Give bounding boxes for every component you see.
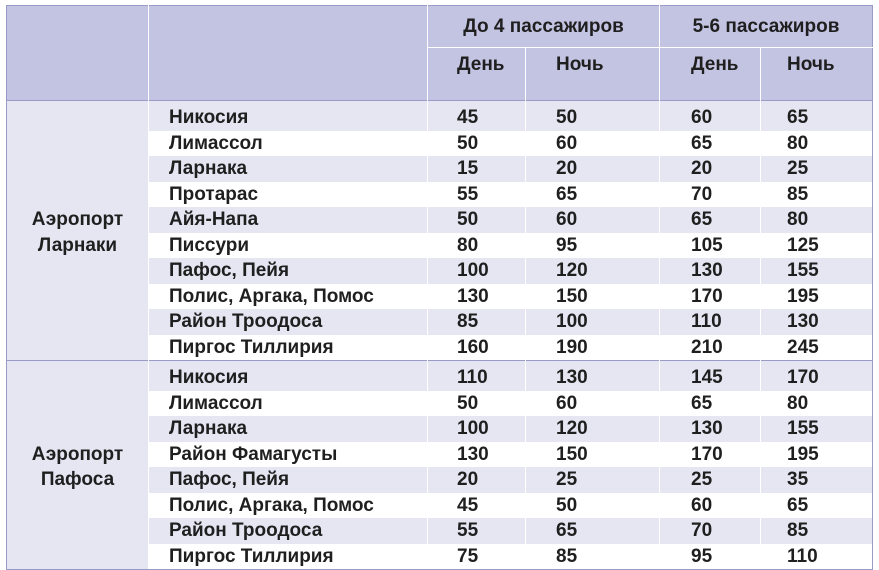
airport-label-line: Аэропорт	[31, 209, 124, 230]
price-day-4: 50	[428, 391, 526, 417]
header-night-2: Ночь	[761, 48, 873, 101]
price-day-6: 130	[660, 416, 761, 442]
price-day-4: 130	[428, 284, 526, 310]
header-group-5-6: 5-6 пассажиров	[660, 6, 873, 48]
price-day-4: 55	[428, 182, 526, 208]
destination-cell: Район Фамагусты	[149, 442, 428, 468]
price-night-4: 150	[526, 284, 660, 310]
price-day-4: 50	[428, 131, 526, 157]
price-night-6: 65	[761, 101, 873, 131]
price-day-6: 95	[660, 544, 761, 570]
price-day-6: 145	[660, 361, 761, 391]
price-night-6: 80	[761, 207, 873, 233]
destination-cell: Пафос, Пейя	[149, 467, 428, 493]
price-day-6: 210	[660, 335, 761, 361]
destination-cell: Протарас	[149, 182, 428, 208]
price-night-6: 85	[761, 182, 873, 208]
price-night-4: 65	[526, 518, 660, 544]
price-night-6: 155	[761, 258, 873, 284]
airport-label	[7, 361, 149, 570]
price-day-4: 75	[428, 544, 526, 570]
price-night-6: 85	[761, 518, 873, 544]
price-day-4: 110	[428, 361, 526, 391]
price-day-6: 65	[660, 391, 761, 417]
airport-label	[7, 101, 149, 361]
price-day-6: 105	[660, 233, 761, 259]
price-day-4: 130	[428, 442, 526, 468]
price-night-4: 190	[526, 335, 660, 361]
table-row	[7, 101, 873, 131]
price-night-4: 65	[526, 182, 660, 208]
price-day-4: 50	[428, 207, 526, 233]
price-night-4: 150	[526, 442, 660, 468]
price-day-6: 70	[660, 182, 761, 208]
destination-cell: Писсури	[149, 233, 428, 259]
price-night-4: 20	[526, 156, 660, 182]
price-day-4: 55	[428, 518, 526, 544]
destination-cell: Пиргос Тиллирия	[149, 544, 428, 570]
price-night-4: 85	[526, 544, 660, 570]
price-day-6: 25	[660, 467, 761, 493]
price-day-6: 60	[660, 493, 761, 519]
price-day-6: 170	[660, 442, 761, 468]
price-night-6: 125	[761, 233, 873, 259]
price-night-4: 95	[526, 233, 660, 259]
airport-label-line: Ларнаки	[37, 234, 118, 256]
airport-label-line: Аэропорт	[31, 443, 124, 465]
destination-cell: Ларнака	[149, 416, 428, 442]
price-day-4: 45	[428, 493, 526, 519]
price-night-6: 80	[761, 131, 873, 157]
price-day-6: 70	[660, 518, 761, 544]
price-day-4: 100	[428, 258, 526, 284]
price-night-6: 130	[761, 309, 873, 335]
header-day-1: День	[428, 48, 526, 101]
price-night-4: 60	[526, 131, 660, 157]
header-corner-airport	[7, 6, 149, 101]
header-corner-destination	[149, 6, 428, 101]
price-night-4: 120	[526, 416, 660, 442]
price-night-6: 25	[761, 156, 873, 182]
price-day-4: 85	[428, 309, 526, 335]
destination-cell: Айя-Напа	[149, 207, 428, 233]
price-day-4: 80	[428, 233, 526, 259]
price-night-6: 245	[761, 335, 873, 361]
price-day-4: 45	[428, 101, 526, 131]
price-day-6: 65	[660, 207, 761, 233]
price-night-6: 65	[761, 493, 873, 519]
price-night-6: 35	[761, 467, 873, 493]
price-night-4: 120	[526, 258, 660, 284]
price-day-4: 100	[428, 416, 526, 442]
price-day-4: 20	[428, 467, 526, 493]
destination-cell: Лимассол	[149, 131, 428, 157]
price-day-6: 130	[660, 258, 761, 284]
price-day-6: 170	[660, 284, 761, 310]
destination-cell: Лимассол	[149, 391, 428, 417]
price-day-6: 110	[660, 309, 761, 335]
header-day-2: День	[660, 48, 761, 101]
destination-cell: Ларнака	[149, 156, 428, 182]
price-night-4: 100	[526, 309, 660, 335]
price-night-6: 195	[761, 284, 873, 310]
destination-cell: Пиргос Тиллирия	[149, 335, 428, 361]
header-night-1: Ночь	[526, 48, 660, 101]
price-night-4: 60	[526, 207, 660, 233]
destination-cell: Полис, Аргака, Помос	[149, 284, 428, 310]
price-night-6: 80	[761, 391, 873, 417]
price-night-4: 60	[526, 391, 660, 417]
price-night-4: 50	[526, 101, 660, 131]
price-day-6: 65	[660, 131, 761, 157]
price-night-6: 170	[761, 361, 873, 391]
header-group-up-to-4: До 4 пассажиров	[428, 6, 660, 48]
price-night-4: 130	[526, 361, 660, 391]
destination-cell: Район Троодоса	[149, 518, 428, 544]
table-row	[7, 361, 873, 391]
destination-cell: Пафос, Пейя	[149, 258, 428, 284]
price-night-6: 155	[761, 416, 873, 442]
price-day-6: 20	[660, 156, 761, 182]
price-day-4: 160	[428, 335, 526, 361]
price-night-4: 25	[526, 467, 660, 493]
table-body	[7, 101, 873, 570]
transfer-price-table	[6, 5, 873, 570]
price-day-4: 15	[428, 156, 526, 182]
price-day-6: 60	[660, 101, 761, 131]
destination-cell: Район Троодоса	[149, 309, 428, 335]
destination-cell: Никосия	[149, 101, 428, 131]
price-night-4: 50	[526, 493, 660, 519]
destination-cell: Полис, Аргака, Помос	[149, 493, 428, 519]
airport-label-line: Пафоса	[40, 469, 115, 490]
price-night-6: 110	[761, 544, 873, 570]
destination-cell: Никосия	[149, 361, 428, 391]
price-night-6: 195	[761, 442, 873, 468]
